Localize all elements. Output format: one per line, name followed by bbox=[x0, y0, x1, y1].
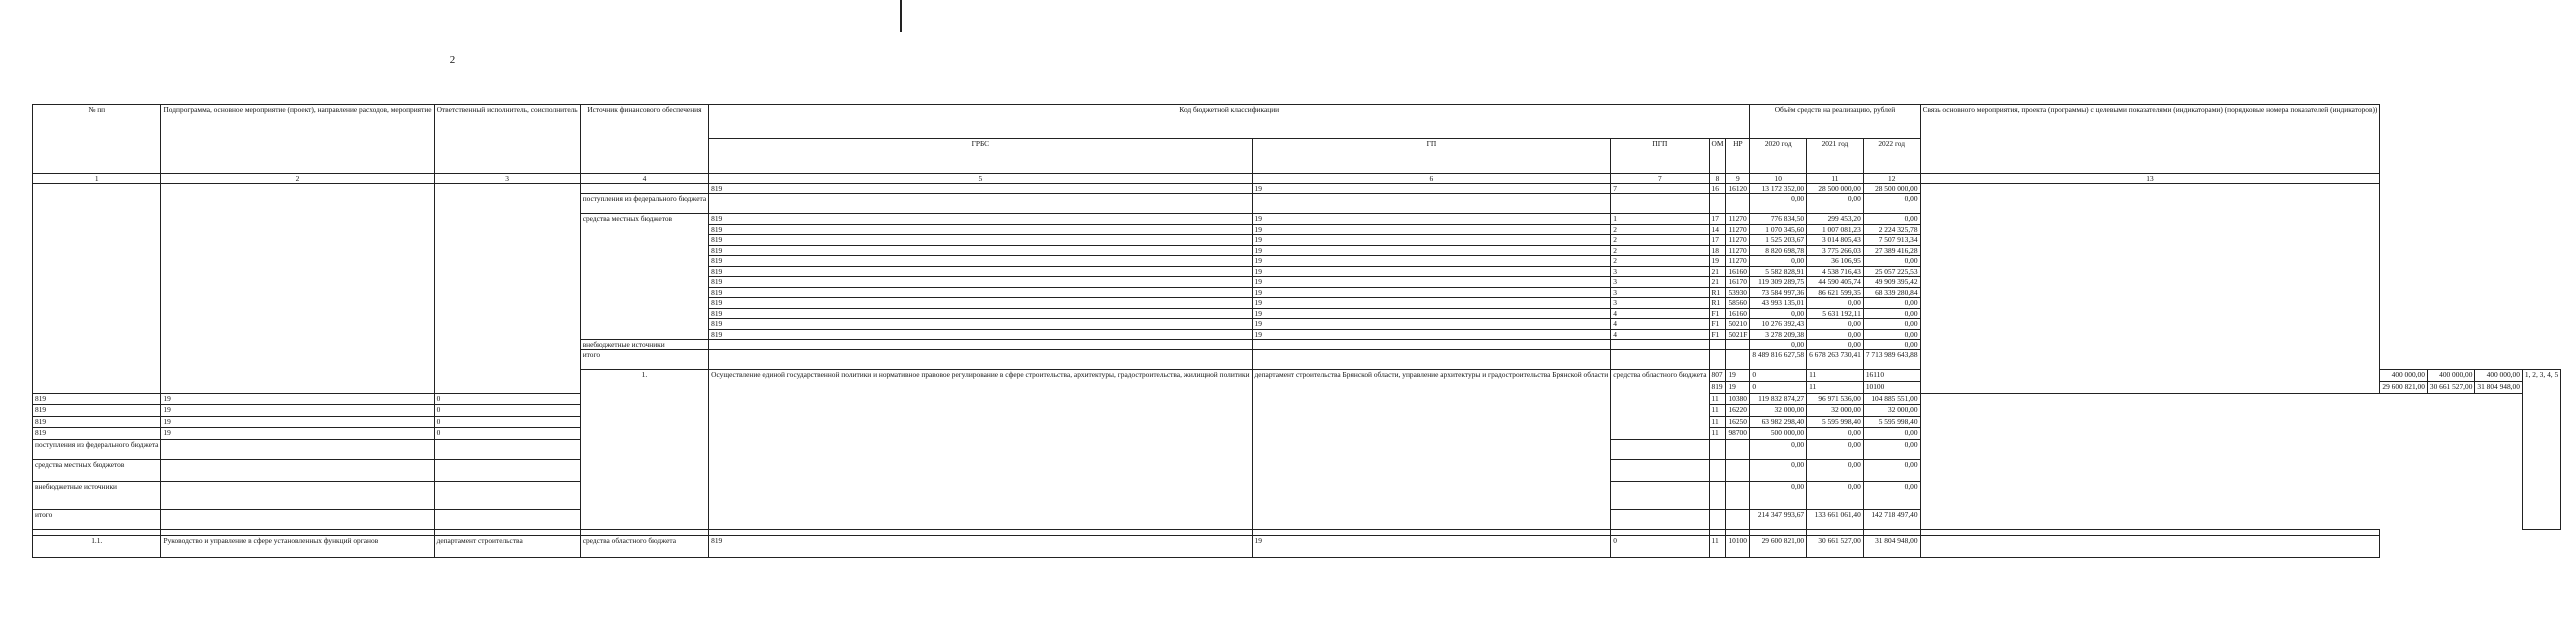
amount-2022: 0,00 bbox=[1863, 214, 1920, 225]
hdr-pgp: ПГП bbox=[1611, 139, 1709, 174]
grbs-cell: 819 bbox=[709, 266, 1252, 277]
gp-cell: 19 bbox=[1252, 224, 1611, 235]
pgp-cell: 0 bbox=[434, 405, 580, 417]
source-total: итого bbox=[580, 350, 708, 370]
empty-code-cell bbox=[1611, 194, 1709, 214]
empty-code-cell bbox=[1611, 482, 1709, 510]
empty-code-cell bbox=[1611, 440, 1709, 460]
pgp-cell: 0 bbox=[1750, 370, 1807, 382]
amount-2022: 0,00 bbox=[1863, 256, 1920, 267]
hdr-np: НР bbox=[1726, 139, 1750, 174]
amount-2021: 4 538 716,43 bbox=[1807, 266, 1864, 277]
amount-2021: 299 453,20 bbox=[1807, 214, 1864, 225]
gp-cell: 19 bbox=[1252, 536, 1611, 558]
pgp-cell: 3 bbox=[1611, 266, 1709, 277]
empty-code-cell bbox=[161, 510, 434, 530]
empty-code-cell bbox=[709, 350, 1252, 370]
gp-cell: 19 bbox=[1252, 184, 1611, 194]
amount-2021: 36 106,95 bbox=[1807, 256, 1864, 267]
pgp-cell: 0 bbox=[1750, 382, 1807, 394]
empty-code-cell bbox=[1709, 350, 1726, 370]
om-cell: 14 bbox=[1709, 224, 1726, 235]
col-number: 7 bbox=[1611, 174, 1709, 184]
grbs-cell: 819 bbox=[33, 416, 161, 428]
om-cell: F1 bbox=[1709, 319, 1726, 330]
item-link: 1, 2, 3, 4, 5 bbox=[2522, 370, 2560, 530]
np-cell: 98700 bbox=[1726, 428, 1750, 440]
amount-2022: 400 000,00 bbox=[2475, 370, 2523, 382]
financing-table bbox=[32, 104, 2561, 558]
grbs-cell: 807 bbox=[1709, 370, 1726, 382]
amount-2020: 32 000,00 bbox=[1750, 405, 1807, 417]
hdr-responsible: Ответственный исполнитель, соисполнитель bbox=[434, 105, 580, 174]
amount-2021: 1 007 081,23 bbox=[1807, 224, 1864, 235]
item-number: 1. bbox=[580, 370, 708, 530]
grbs-cell: 819 bbox=[709, 329, 1252, 340]
gp-cell: 19 bbox=[1252, 308, 1611, 319]
page-number: 2 bbox=[449, 54, 456, 66]
empty-code-cell bbox=[434, 440, 580, 460]
amount-2020: 1 070 345,60 bbox=[1750, 224, 1807, 235]
pgp-cell: 0 bbox=[434, 393, 580, 405]
amount-2022: 0,00 bbox=[1863, 298, 1920, 309]
empty-code-cell bbox=[1726, 340, 1750, 350]
amount-2022: 49 909 395,42 bbox=[1863, 277, 1920, 288]
source-federal: поступления из федерального бюджета bbox=[580, 194, 708, 214]
table-row bbox=[33, 536, 2561, 558]
amount-2021: 86 621 599,35 bbox=[1807, 287, 1864, 298]
amount-2022: 0,00 bbox=[1863, 319, 1920, 330]
gp-cell: 19 bbox=[1252, 319, 1611, 330]
gp-cell: 19 bbox=[1726, 382, 1750, 394]
pgp-cell: 3 bbox=[1611, 277, 1709, 288]
empty-code-cell bbox=[1709, 340, 1726, 350]
pgp-cell: 0 bbox=[434, 416, 580, 428]
item-responsible: департамент строительства bbox=[434, 536, 580, 558]
source-federal: поступления из федерального бюджета bbox=[33, 440, 161, 460]
col-number: 12 bbox=[1863, 174, 1920, 184]
hdr-budget-code: Код бюджетной классификации bbox=[709, 105, 1750, 139]
gp-cell: 19 bbox=[1252, 214, 1611, 225]
amount-2020: 0,00 bbox=[1750, 482, 1807, 510]
item-number: 1.1. bbox=[33, 536, 161, 558]
amount-2021: 32 000,00 bbox=[1807, 405, 1864, 417]
amount-2021: 0,00 bbox=[1807, 319, 1864, 330]
gp-cell: 19 bbox=[1252, 235, 1611, 246]
om-cell: 17 bbox=[1709, 214, 1726, 225]
amount-2022: 2 224 325,78 bbox=[1863, 224, 1920, 235]
gp-cell: 19 bbox=[1252, 298, 1611, 309]
amount-2020: 8 489 816 627,58 bbox=[1750, 350, 1807, 370]
empty-code-cell bbox=[1726, 460, 1750, 482]
program-cell bbox=[161, 184, 434, 394]
amount-2021: 400 000,00 bbox=[2427, 370, 2475, 382]
amount-2022: 7 713 989 643,88 bbox=[1863, 350, 1920, 370]
grbs-cell: 819 bbox=[33, 405, 161, 417]
empty-code-cell bbox=[1726, 194, 1750, 214]
amount-2021: 28 500 000,00 bbox=[1807, 184, 1864, 194]
source-total: итого bbox=[33, 510, 161, 530]
np-cell: 11270 bbox=[1726, 224, 1750, 235]
empty-code-cell bbox=[1611, 350, 1709, 370]
empty-code-cell bbox=[434, 510, 580, 530]
hdr-num: № пп bbox=[33, 105, 161, 174]
amount-2020: 0,00 bbox=[1750, 440, 1807, 460]
source-regional: средства областного бюджета bbox=[1611, 370, 1709, 440]
amount-2021: 133 661 061,40 bbox=[1807, 510, 1864, 530]
empty-code-cell bbox=[161, 482, 434, 510]
amount-2020: 0,00 bbox=[1750, 256, 1807, 267]
empty-code-cell bbox=[1611, 510, 1709, 530]
grbs-cell: 819 bbox=[709, 214, 1252, 225]
col-number: 9 bbox=[1726, 174, 1750, 184]
amount-2021: 0,00 bbox=[1807, 329, 1864, 340]
grbs-cell: 819 bbox=[709, 256, 1252, 267]
np-cell: 16110 bbox=[1863, 370, 1920, 382]
pgp-cell: 4 bbox=[1611, 319, 1709, 330]
gp-cell: 19 bbox=[1726, 370, 1750, 382]
amount-2022: 0,00 bbox=[1863, 440, 1920, 460]
gp-cell: 19 bbox=[1252, 256, 1611, 267]
grbs-cell: 819 bbox=[709, 245, 1252, 256]
np-cell: 10100 bbox=[1726, 536, 1750, 558]
item-responsible: департамент строительства Брянской области, управление архитектуры и градостроительства Брянской области bbox=[1252, 370, 1611, 530]
hdr-gp: ГП bbox=[1252, 139, 1611, 174]
empty-code-cell bbox=[434, 482, 580, 510]
hdr-2020: 2020 год bbox=[1750, 139, 1807, 174]
amount-2022: 0,00 bbox=[1863, 482, 1920, 510]
source-extra: внебюджетные источники bbox=[33, 482, 161, 510]
amount-2021: 0,00 bbox=[1807, 440, 1864, 460]
amount-2020: 3 278 209,38 bbox=[1750, 329, 1807, 340]
empty-code-cell bbox=[161, 460, 434, 482]
np-cell: 16170 bbox=[1726, 277, 1750, 288]
amount-2020: 0,00 bbox=[1750, 194, 1807, 214]
om-cell: 17 bbox=[1709, 235, 1726, 246]
pgp-cell: 1 bbox=[1611, 214, 1709, 225]
amount-2020: 119 309 289,75 bbox=[1750, 277, 1807, 288]
np-cell: 16250 bbox=[1726, 416, 1750, 428]
amount-2020: 0,00 bbox=[1750, 308, 1807, 319]
pgp-cell: 4 bbox=[1611, 308, 1709, 319]
empty-code-cell bbox=[1252, 350, 1611, 370]
col-number: 8 bbox=[1709, 174, 1726, 184]
amount-2020: 29 600 821,00 bbox=[2380, 382, 2428, 394]
om-cell: R1 bbox=[1709, 287, 1726, 298]
amount-2022: 142 718 497,40 bbox=[1863, 510, 1920, 530]
om-cell: 11 bbox=[1807, 382, 1864, 394]
pgp-cell: 0 bbox=[1611, 536, 1709, 558]
np-cell: 53930 bbox=[1726, 287, 1750, 298]
amount-2020: 29 600 821,00 bbox=[1750, 536, 1807, 558]
np-cell: 10100 bbox=[1863, 382, 1920, 394]
empty-code-cell bbox=[1726, 510, 1750, 530]
col-number: 4 bbox=[580, 174, 708, 184]
om-cell: 11 bbox=[1709, 416, 1726, 428]
hdr-program: Подпрограмма, основное мероприятие (проект), направление расходов, мероприятие bbox=[161, 105, 434, 174]
empty-code-cell bbox=[1709, 510, 1726, 530]
amount-2022: 32 000,00 bbox=[1863, 405, 1920, 417]
amount-2021: 30 661 527,00 bbox=[1807, 536, 1864, 558]
pgp-cell: 4 bbox=[1611, 329, 1709, 340]
grbs-cell: 819 bbox=[709, 224, 1252, 235]
pgp-cell: 3 bbox=[1611, 298, 1709, 309]
hdr-2021: 2021 год bbox=[1807, 139, 1864, 174]
amount-2020: 5 582 828,91 bbox=[1750, 266, 1807, 277]
pgp-cell: 7 bbox=[1611, 184, 1709, 194]
grbs-cell: 819 bbox=[709, 319, 1252, 330]
amount-2020: 500 000,00 bbox=[1750, 428, 1807, 440]
grbs-cell: 819 bbox=[33, 428, 161, 440]
om-cell: 19 bbox=[1709, 256, 1726, 267]
np-cell: 5021F bbox=[1726, 329, 1750, 340]
empty-code-cell bbox=[1726, 482, 1750, 510]
col-number: 13 bbox=[1920, 174, 2380, 184]
np-cell: 11270 bbox=[1726, 245, 1750, 256]
np-cell: 16120 bbox=[1726, 184, 1750, 194]
amount-2022: 0,00 bbox=[1863, 428, 1920, 440]
om-cell: 11 bbox=[1709, 405, 1726, 417]
source-cell bbox=[580, 184, 708, 194]
empty-code-cell bbox=[1252, 340, 1611, 350]
amount-2022: 25 057 225,53 bbox=[1863, 266, 1920, 277]
gp-cell: 19 bbox=[1252, 287, 1611, 298]
np-cell: 11270 bbox=[1726, 256, 1750, 267]
grbs-cell: 819 bbox=[709, 184, 1252, 194]
grbs-cell: 819 bbox=[709, 277, 1252, 288]
om-cell: 18 bbox=[1709, 245, 1726, 256]
amount-2020: 119 832 874,27 bbox=[1750, 393, 1807, 405]
np-cell: 11270 bbox=[1726, 214, 1750, 225]
amount-2022: 0,00 bbox=[1863, 194, 1920, 214]
hdr-2022: 2022 год bbox=[1863, 139, 1920, 174]
np-cell: 58560 bbox=[1726, 298, 1750, 309]
source-local: средства местных бюджетов bbox=[580, 214, 708, 340]
grbs-cell: 819 bbox=[709, 298, 1252, 309]
empty-code-cell bbox=[1709, 482, 1726, 510]
col-number: 5 bbox=[709, 174, 1252, 184]
amount-2020: 0,00 bbox=[1750, 340, 1807, 350]
gp-cell: 19 bbox=[161, 405, 434, 417]
om-cell: 21 bbox=[1709, 266, 1726, 277]
hdr-grbs: ГРБС bbox=[709, 139, 1252, 174]
gp-cell: 19 bbox=[1252, 266, 1611, 277]
amount-2021: 3 775 266,03 bbox=[1807, 245, 1864, 256]
amount-2021: 6 678 263 730,41 bbox=[1807, 350, 1864, 370]
amount-2021: 0,00 bbox=[1807, 460, 1864, 482]
responsible-cell bbox=[434, 184, 580, 394]
gp-cell: 19 bbox=[1252, 245, 1611, 256]
amount-2021: 0,00 bbox=[1807, 194, 1864, 214]
amount-2021: 0,00 bbox=[1807, 482, 1864, 510]
amount-2022: 0,00 bbox=[1863, 340, 1920, 350]
empty-code-cell bbox=[1252, 194, 1611, 214]
grbs-cell: 819 bbox=[709, 308, 1252, 319]
amount-2021: 5 631 192,11 bbox=[1807, 308, 1864, 319]
np-cell: 11270 bbox=[1726, 235, 1750, 246]
amount-2020: 63 982 298,40 bbox=[1750, 416, 1807, 428]
hdr-volume: Объём средств на реализацию, рублей bbox=[1750, 105, 1920, 139]
empty-code-cell bbox=[709, 194, 1252, 214]
np-cell: 50210 bbox=[1726, 319, 1750, 330]
grbs-cell: 819 bbox=[709, 536, 1252, 558]
om-cell: 11 bbox=[1709, 536, 1726, 558]
np-cell: 16220 bbox=[1726, 405, 1750, 417]
link-cell bbox=[1920, 184, 2380, 394]
amount-2021: 96 971 536,00 bbox=[1807, 393, 1864, 405]
amount-2021: 44 590 405,74 bbox=[1807, 277, 1864, 288]
pgp-cell: 2 bbox=[1611, 256, 1709, 267]
np-cell: 16160 bbox=[1726, 308, 1750, 319]
amount-2021: 0,00 bbox=[1807, 298, 1864, 309]
amount-2021: 0,00 bbox=[1807, 428, 1864, 440]
amount-2022: 0,00 bbox=[1863, 308, 1920, 319]
gp-cell: 19 bbox=[161, 393, 434, 405]
source-regional: средства областного бюджета bbox=[580, 536, 708, 558]
gp-cell: 19 bbox=[161, 428, 434, 440]
col-number: 10 bbox=[1750, 174, 1807, 184]
item-name: Осуществление единой государственной политики и нормативное правовое регулирование в сфере строительства, архитектуры, градостроительства, жилищной политики bbox=[709, 370, 1252, 530]
num-cell bbox=[33, 184, 161, 394]
source-local: средства местных бюджетов bbox=[33, 460, 161, 482]
empty-code-cell bbox=[1611, 460, 1709, 482]
amount-2020: 13 172 352,00 bbox=[1750, 184, 1807, 194]
np-cell: 10380 bbox=[1726, 393, 1750, 405]
empty-code-cell bbox=[1709, 440, 1726, 460]
empty-code-cell bbox=[1709, 194, 1726, 214]
hdr-link: Связь основного мероприятия, проекта (программы) с целевыми показателями (индикаторами) (порядковые номера показателей (индикаторов)) bbox=[1920, 105, 2380, 174]
empty-code-cell bbox=[1611, 340, 1709, 350]
amount-2021: 5 595 998,40 bbox=[1807, 416, 1864, 428]
amount-2022: 7 507 913,34 bbox=[1863, 235, 1920, 246]
om-cell: R1 bbox=[1709, 298, 1726, 309]
source-extra: внебюджетные источники bbox=[580, 340, 708, 350]
amount-2022: 31 804 948,00 bbox=[2475, 382, 2523, 394]
amount-2020: 0,00 bbox=[1750, 460, 1807, 482]
amount-2020: 214 347 993,67 bbox=[1750, 510, 1807, 530]
hdr-source: Источник финансового обеспечения bbox=[580, 105, 708, 174]
empty-code-cell bbox=[434, 460, 580, 482]
col-number: 1 bbox=[33, 174, 161, 184]
om-cell: 16 bbox=[1709, 184, 1726, 194]
amount-2020: 73 584 997,36 bbox=[1750, 287, 1807, 298]
col-number: 11 bbox=[1807, 174, 1864, 184]
item-link bbox=[1920, 536, 2380, 558]
amount-2022: 27 389 416,28 bbox=[1863, 245, 1920, 256]
item-name: Руководство и управление в сфере установленных функций органов bbox=[161, 536, 434, 558]
om-cell: 11 bbox=[1807, 370, 1864, 382]
gp-cell: 19 bbox=[1252, 329, 1611, 340]
amount-2020: 8 820 698,78 bbox=[1750, 245, 1807, 256]
amount-2022: 0,00 bbox=[1863, 329, 1920, 340]
amount-2021: 3 014 805,43 bbox=[1807, 235, 1864, 246]
amount-2020: 10 276 392,43 bbox=[1750, 319, 1807, 330]
om-cell: 11 bbox=[1709, 428, 1726, 440]
empty-code-cell bbox=[1726, 350, 1750, 370]
empty-code-cell bbox=[1726, 440, 1750, 460]
amount-2022: 31 804 948,00 bbox=[1863, 536, 1920, 558]
amount-2022: 68 339 280,84 bbox=[1863, 287, 1920, 298]
gp-cell: 19 bbox=[161, 416, 434, 428]
empty-code-cell bbox=[709, 340, 1252, 350]
col-number: 3 bbox=[434, 174, 580, 184]
om-cell: F1 bbox=[1709, 308, 1726, 319]
amount-2022: 5 595 998,40 bbox=[1863, 416, 1920, 428]
pgp-cell: 2 bbox=[1611, 224, 1709, 235]
pgp-cell: 0 bbox=[434, 428, 580, 440]
grbs-cell: 819 bbox=[709, 287, 1252, 298]
pgp-cell: 2 bbox=[1611, 245, 1709, 256]
grbs-cell: 819 bbox=[33, 393, 161, 405]
amount-2022: 28 500 000,00 bbox=[1863, 184, 1920, 194]
amount-2020: 1 525 203,67 bbox=[1750, 235, 1807, 246]
om-cell: 11 bbox=[1709, 393, 1726, 405]
amount-2021: 30 661 527,00 bbox=[2427, 382, 2475, 394]
col-number: 6 bbox=[1252, 174, 1611, 184]
amount-2021: 0,00 bbox=[1807, 340, 1864, 350]
om-cell: 21 bbox=[1709, 277, 1726, 288]
gp-cell: 19 bbox=[1252, 277, 1611, 288]
om-cell: F1 bbox=[1709, 329, 1726, 340]
pgp-cell: 2 bbox=[1611, 235, 1709, 246]
np-cell: 16160 bbox=[1726, 266, 1750, 277]
grbs-cell: 819 bbox=[709, 235, 1252, 246]
amount-2020: 43 993 135,01 bbox=[1750, 298, 1807, 309]
table-row bbox=[33, 184, 2561, 194]
amount-2022: 0,00 bbox=[1863, 460, 1920, 482]
hdr-om: ОМ bbox=[1709, 139, 1726, 174]
scan-edge-mark bbox=[900, 0, 902, 32]
grbs-cell: 819 bbox=[1709, 382, 1726, 394]
empty-code-cell bbox=[1709, 460, 1726, 482]
amount-2022: 104 885 551,00 bbox=[1863, 393, 1920, 405]
amount-2020: 776 834,50 bbox=[1750, 214, 1807, 225]
pgp-cell: 3 bbox=[1611, 287, 1709, 298]
empty-code-cell bbox=[161, 440, 434, 460]
col-number: 2 bbox=[161, 174, 434, 184]
amount-2020: 400 000,00 bbox=[2380, 370, 2428, 382]
